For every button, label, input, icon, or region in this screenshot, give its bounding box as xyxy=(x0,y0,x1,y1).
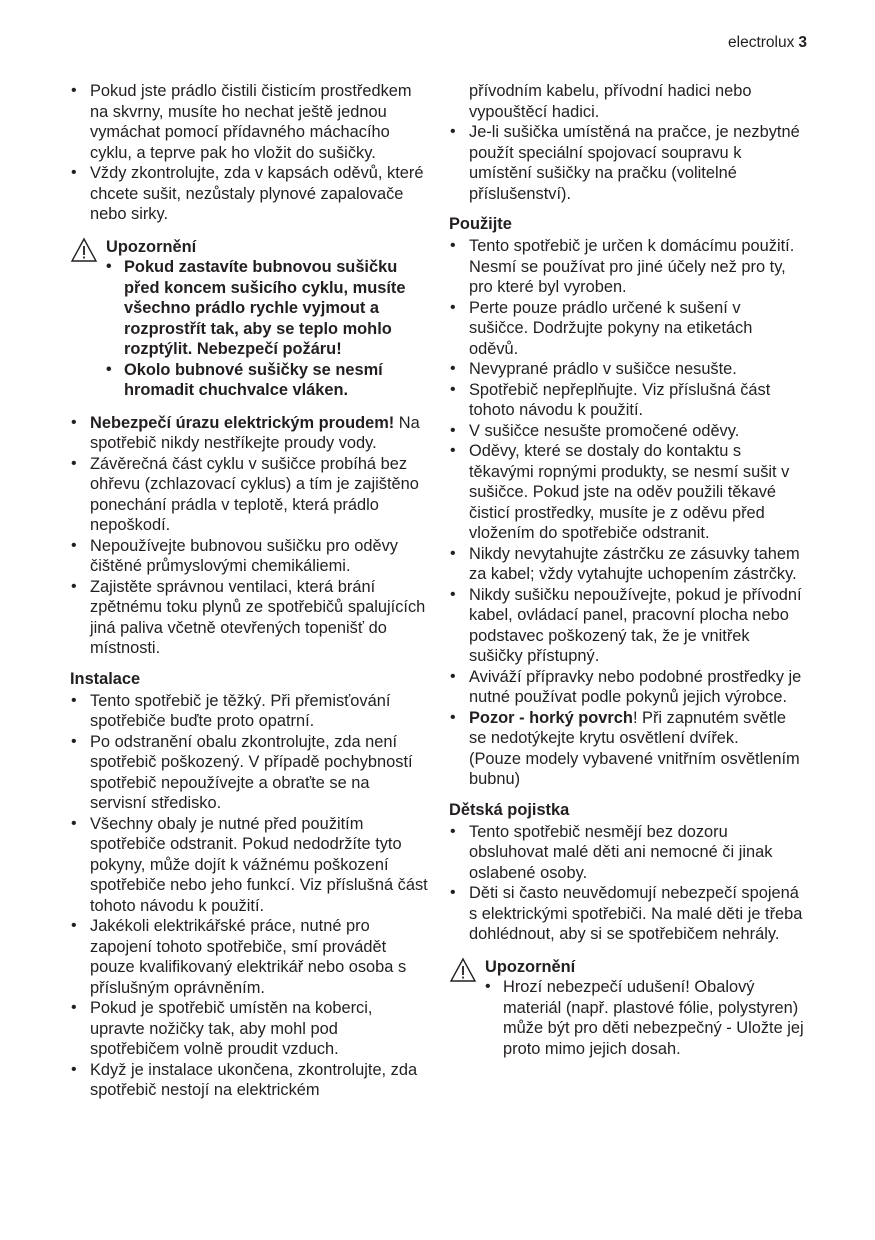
danger-text: Na spotřebič nikdy nestříkejte proudy vody. xyxy=(90,413,420,452)
list-item: • Nikdy sušičku nepoužívejte, pokud je přívodní kabel, ovládací panel, pracovní plocha nebo podstavec poškozený tak, že je vnitřek sušičky přístupný. xyxy=(449,585,804,667)
right-column xyxy=(449,81,804,1059)
installation-list xyxy=(70,691,428,1101)
left-top-list xyxy=(70,81,428,225)
list-item: • Zajistěte správnou ventilaci, která brání zpětnému toku plynů ze spotřebičů spalujících jiná paliva včetně otevřených topenišť do místnosti. xyxy=(70,577,428,659)
list-item: • Pokud jste prádlo čistili čisticím prostředkem na skvrny, musíte ho nechat ještě jednou vymáchat pomocí přídavného máchacího cyklu, a teprve pak ho vložit do sušičky. xyxy=(70,81,428,163)
list-item: • Závěrečná část cyklu v sušičce probíhá bez ohřevu (zchlazovací cyklus) a tím je zajištěno ponechání prádla v teplotě, která prádlo nepoškodí. xyxy=(70,454,428,536)
warning-triangle-icon xyxy=(449,957,477,983)
hot-surface-bold: Pozor - horký povrch xyxy=(469,708,633,727)
list-item: • Nevyprané prádlo v sušičce nesušte. xyxy=(449,359,804,380)
list-item: • Spotřebič nepřeplňujte. Viz příslušná část tohoto návodu k použití. xyxy=(449,380,804,421)
list-item: • Tento spotřebič je těžký. Při přemisťování spotřebiče buďte proto opatrní. xyxy=(70,691,428,732)
warning-box-1 xyxy=(70,237,428,401)
right-top-list xyxy=(449,81,804,204)
left-column xyxy=(70,81,428,1101)
warning-title: Upozornění xyxy=(485,957,576,976)
list-item: • Když je instalace ukončena, zkontrolujte, zda spotřebič nestojí na elektrickém xyxy=(70,1060,428,1101)
list-item: • Oděvy, které se dostaly do kontaktu s těkavými ropnými produkty, se nesmí sušit v sušičce. Pokud jste na oděv použili těkavé čisticí prostředky, musíte je z oděvu před vložením do spotřebiče odstranit. xyxy=(449,441,804,544)
list-item: • Nikdy nevytahujte zástrčku ze zásuvky tahem za kabel; vždy vytahujte uchopením zástrčky. xyxy=(449,544,804,585)
section-title-use: Použijte xyxy=(449,215,512,233)
list-item: • Je-li sušička umístěná na pračce, je nezbytné použít speciální spojovací soupravu k umístění sušičky na pračku (volitelné příslušenství). xyxy=(449,122,804,204)
warning-list xyxy=(485,977,804,1059)
list-item: • Jakékoli elektrikářské práce, nutné pro zapojení tohoto spotřebiče, smí provádět pouze kvalifikovaný elektrikář nebo osoba s příslušným oprávněním. xyxy=(70,916,428,998)
page-number: 3 xyxy=(798,34,807,51)
list-item: • Tento spotřebič je určen k domácímu použití. Nesmí se používat pro jiné účely než pro ty, pro které byl vyroben. xyxy=(449,236,804,298)
list-item: • Všechny obaly je nutné před použitím spotřebiče odstranit. Pokud nedodržíte tyto pokyny, může dojít k vážnému poškození spotřebiče nebo jeho funkcí. Viz příslušná část tohoto návodu k použití. xyxy=(70,814,428,917)
list-item-hot-surface xyxy=(449,708,804,790)
list-item: • Tento spotřebič nesmějí bez dozoru obsluhovat malé děti ani nemocné či jinak oslabené osoby. xyxy=(449,822,804,884)
hot-surface-note: (Pouze modely vybavené vnitřním osvětlením bubnu) xyxy=(469,749,800,788)
danger-bold-text: Nebezpečí úrazu elektrickým proudem! xyxy=(90,413,395,432)
list-item: • Pokud je spotřebič umístěn na koberci, upravte nožičky tak, aby mohl pod spotřebičem volně proudit vzduch. xyxy=(70,998,428,1060)
brand-name: electrolux xyxy=(728,34,795,51)
hot-surface-text: ! Při zapnutém světle se nedotýkejte krytu osvětlení dvířek. xyxy=(469,708,786,747)
left-mid-list xyxy=(70,413,428,659)
list-item: • Pokud zastavíte bubnovou sušičku před koncem sušicího cyklu, musíte všechno prádlo rychle vyjmout a rozprostřít tak, aby se teplo mohlo rozptýlit. Nebezpečí požáru! xyxy=(106,257,428,360)
list-item: • Perte pouze prádlo určené k sušení v sušičce. Dodržujte pokyny na etiketách oděvů. xyxy=(449,298,804,360)
list-item-danger xyxy=(70,413,428,454)
warning-title: Upozornění xyxy=(106,237,197,256)
list-item: • Hrozí nebezpečí udušení! Obalový materiál (např. plastové fólie, polystyren) může být pro děti nebezpečný - Uložte jej proto mimo jejich dosah. xyxy=(485,977,804,1059)
list-item: • V sušičce nesušte promočené oděvy. xyxy=(449,421,804,442)
section-title-installation: Instalace xyxy=(70,669,141,688)
list-item: • Děti si často neuvědomují nebezpečí spojená s elektrickými spotřebiči. Na malé děti je třeba dohlédnout, aby si se spotřebičem nehrály. xyxy=(449,883,804,945)
use-list xyxy=(449,236,804,790)
page-header xyxy=(728,33,807,54)
warning-list xyxy=(106,257,428,401)
list-item-continuation: přívodním kabelu, přívodní hadici nebo vypouštěcí hadici. xyxy=(469,82,752,121)
list-item: • Okolo bubnové sušičky se nesmí hromadit chuchvalce vláken. xyxy=(106,360,428,401)
child-lock-list xyxy=(449,822,804,945)
list-item: • Po odstranění obalu zkontrolujte, zda není spotřebič poškozený. V případě pochybností spotřebič nepoužívejte a obraťte se na servisní středisko. xyxy=(70,732,428,814)
warning-box-2 xyxy=(449,957,804,1060)
list-item: • Aviváží přípravky nebo podobné prostředky je nutné používat podle pokynů jejich výrobce. xyxy=(449,667,804,708)
list-item: • Nepoužívejte bubnovou sušičku pro oděvy čištěné průmyslovými chemikáliemi. xyxy=(70,536,428,577)
list-item: • Vždy zkontrolujte, zda v kapsách oděvů, které chcete sušit, nezůstaly plynové zapalovače nebo sirky. xyxy=(70,163,428,225)
warning-triangle-icon xyxy=(70,237,98,263)
section-title-child-lock: Dětská pojistka xyxy=(449,800,570,819)
